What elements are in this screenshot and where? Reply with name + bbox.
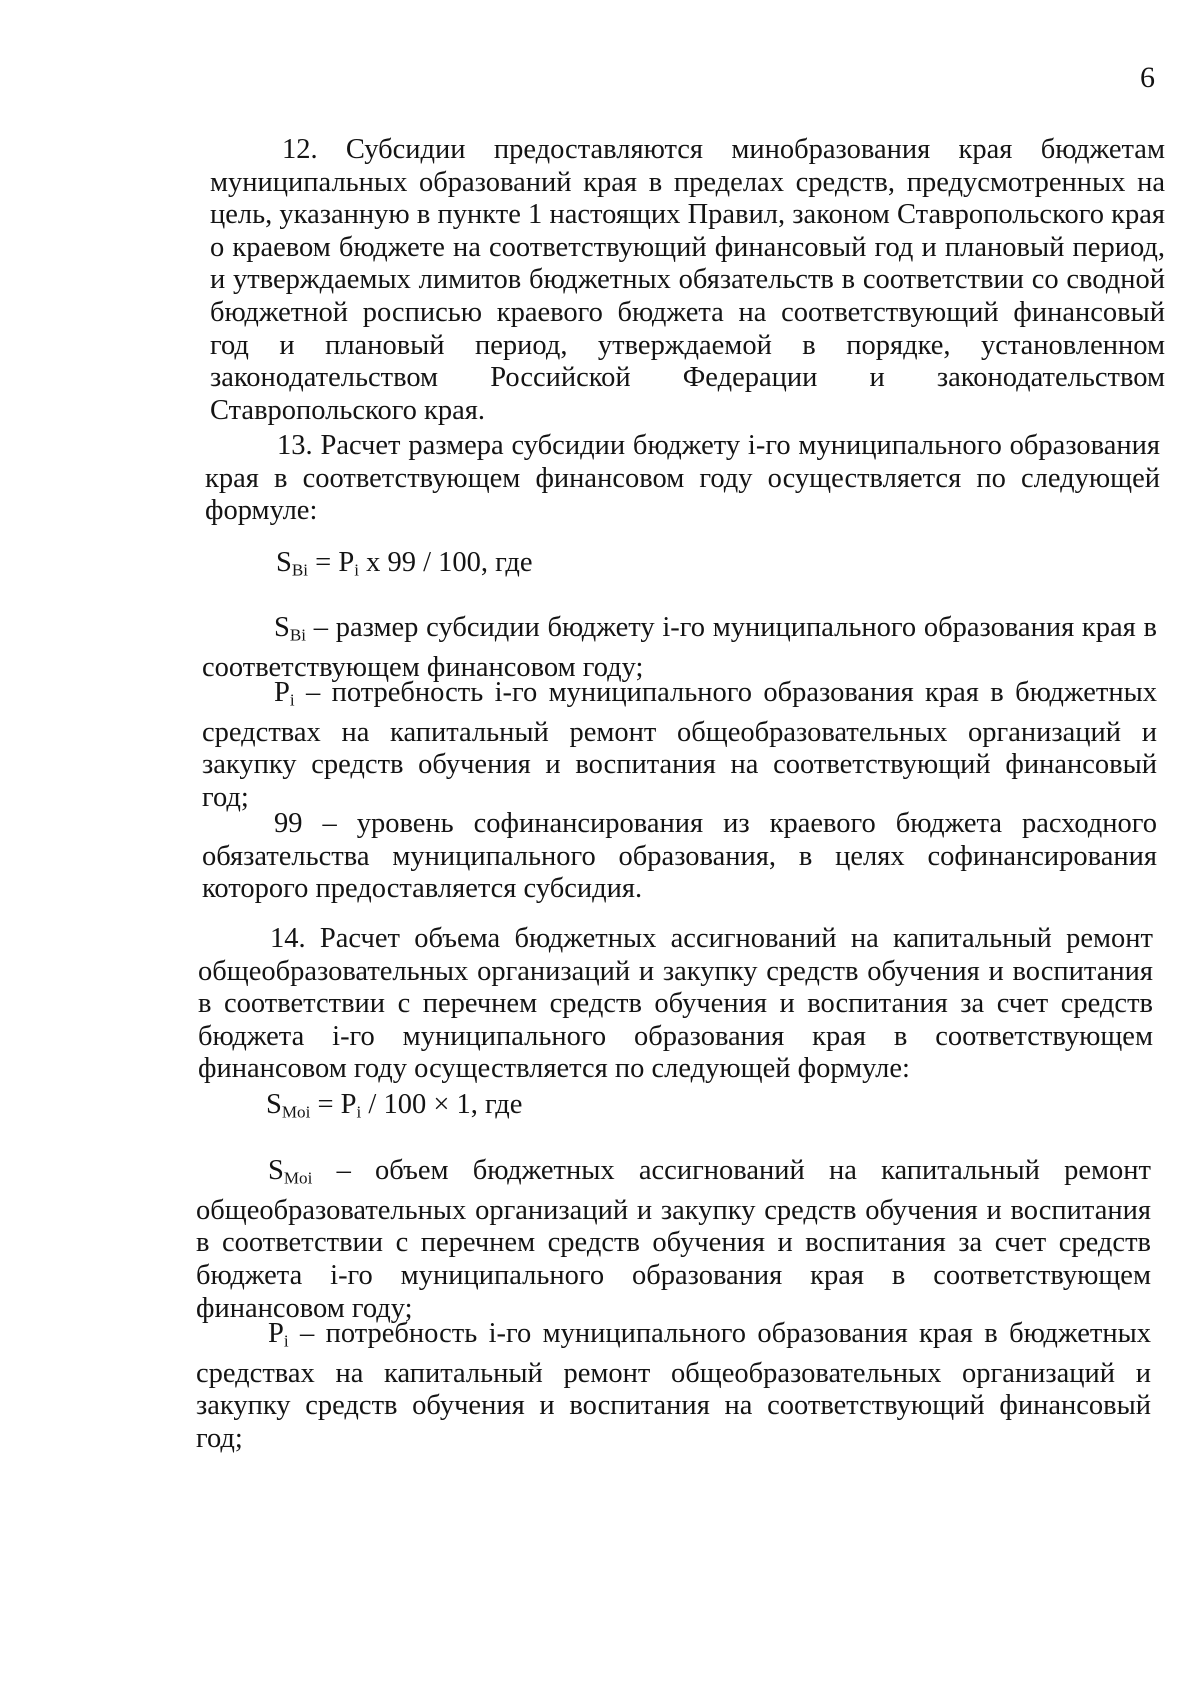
formula-subsidy [276,547,976,587]
paragraph-14: 14. Расчет объема бюджетных ассигнований на капитальный ремонт общеобразовательных организаций и закупку средств обучения и воспитания в соответствии с перечнем средств обучения и воспитания за счет средств бюджета i-го муниципального образования края в соответствующем финансовом году осуществляется по следующей формуле: [198,923,1153,1085]
definition-s-bi [202,612,1157,684]
page-number: 6 [1140,61,1155,94]
definition-text: – потребность i-го муниципального образования края в бюджетных средствах на капитальный ремонт общеобразовательных организаций и закупку средств обучения и воспитания на соответствующий финансовый год; [196,1318,1151,1455]
definition-symbol: P [268,1318,284,1349]
definition-p-i-second [196,1318,1151,1456]
formula-subscript: Moi [281,1102,311,1122]
definition-subscript: i [289,690,295,710]
formula-symbol-s: S [266,1089,282,1120]
definition-symbol: S [268,1155,284,1186]
formula-allocation [266,1089,966,1129]
definition-symbol: S [274,612,290,643]
formula-equals: = P [308,547,355,578]
definition-subscript: i [283,1331,289,1351]
formula-subscript: i [354,560,359,580]
definition-99: 99 – уровень софинансирования из краевого бюджета расходного обязательства муниципального образования, в целях софинансирования которого предоставляется субсидия. [202,808,1157,905]
formula-subscript: i [356,1102,362,1122]
paragraph-13: 13. Расчет размера субсидии бюджету i-го муниципального образования края в соответствующем финансовом году осуществляется по следующей формуле: [205,430,1160,527]
formula-symbol-s: S [276,547,292,578]
formula-equals: = P [310,1089,357,1120]
formula-subscript: Bi [291,560,309,580]
definition-text: – объем бюджетных ассигнований на капитальный ремонт общеобразовательных организаций и закупку средств обучения и воспитания в соответствии с перечнем средств обучения и воспитания за счет средств бюджета i-го муниципального образования края в соответствующем финансовом году; [196,1155,1151,1324]
formula-rest: x 99 / 100, где [358,547,533,578]
definition-symbol: P [274,677,290,708]
definition-text: – размер субсидии бюджету i-го муниципального образования края в соответствующем финансовом году; [202,612,1157,683]
definition-subscript: Moi [283,1168,313,1188]
definition-text: – потребность i-го муниципального образования края в бюджетных средствах на капитальный ремонт общеобразовательных организаций и закупку средств обучения и воспитания на соответствующий финансовый год; [202,677,1157,814]
definition-p-i [202,677,1157,815]
definition-s-moi [196,1155,1151,1325]
definition-subscript: Bi [289,625,307,645]
formula-rest: / 100 × 1, где [361,1089,523,1120]
paragraph-12: 12. Субсидии предоставляются минобразования края бюджетам муниципальных образований края в пределах средств, предусмотренных на цель, указанную в пункте 1 настоящих Правил, законом Ставропольского края о краевом бюджете на соответствующий финансовый год и плановый период, и утверждаемых лимитов бюджетных обязательств в соответствии со сводной бюджетной росписью краевого бюджета на соответствующий финансовый год и плановый период, утверждаемой в порядке, установленном законодательством Российской Федерации и законодательством Ставропольского края. [210,134,1165,426]
